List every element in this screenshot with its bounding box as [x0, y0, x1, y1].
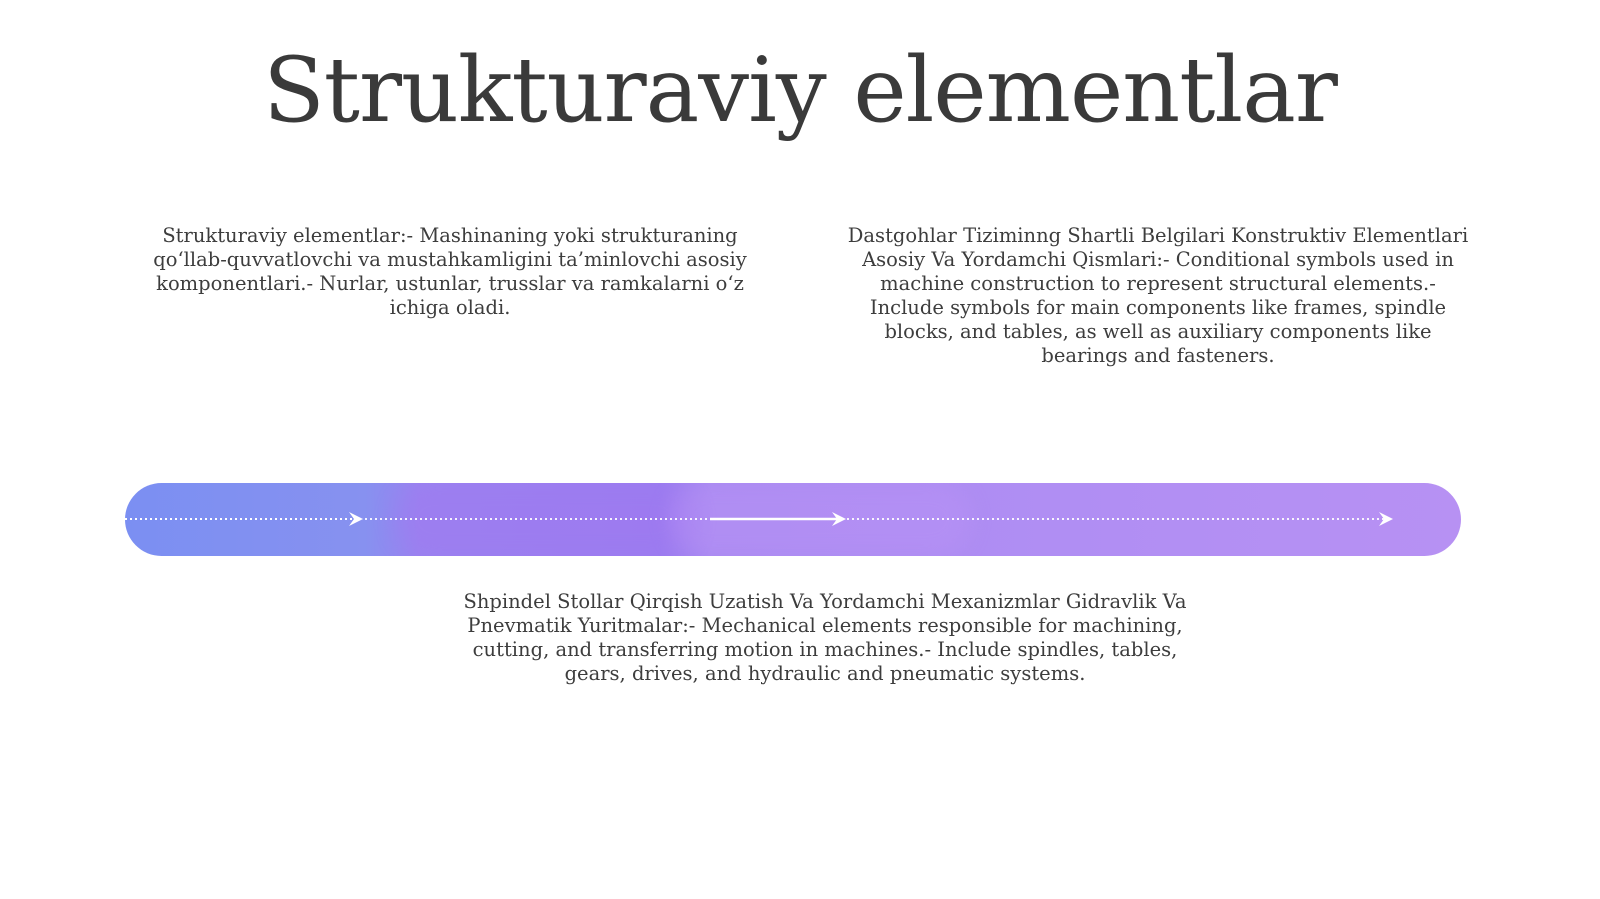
text-block-structural-elements: Strukturaviy elementlar:- Mashinaning yoki strukturaning qo‘llab-quvvatlovchi va mustahkamligini ta’minlovchi asosiy komponentlari.- Nurlar, ustunlar, trusslar va ramkalarni o‘z ichiga oladi. — [153, 224, 747, 319]
arrow-right-icon — [1379, 512, 1393, 526]
slide-title: Strukturaviy elementlar — [263, 38, 1337, 143]
text-block-mechanisms: Shpindel Stollar Qirqish Uzatish Va Yordamchi Mexanizmlar Gidravlik Va Pnevmatik Yuritmalar:- Mechanical elements responsible for machining, cutting, and transferring motion in machines.- Include spindles, tables, gears, drives, and hydraulic and pneumatic systems. — [463, 590, 1187, 685]
timeline-arrows — [125, 483, 1461, 556]
text-block-conditional-symbols: Dastgohlar Tiziminng Shartli Belgilari Konstruktiv Elementlari Asosiy Va Yordamchi Qismlari:- Conditional symbols used in machine construction to represent structural elements.- Include symbols for main components like frames, spindle blocks, and tables, as well as auxiliary components like bearings and fasteners. — [847, 224, 1469, 367]
